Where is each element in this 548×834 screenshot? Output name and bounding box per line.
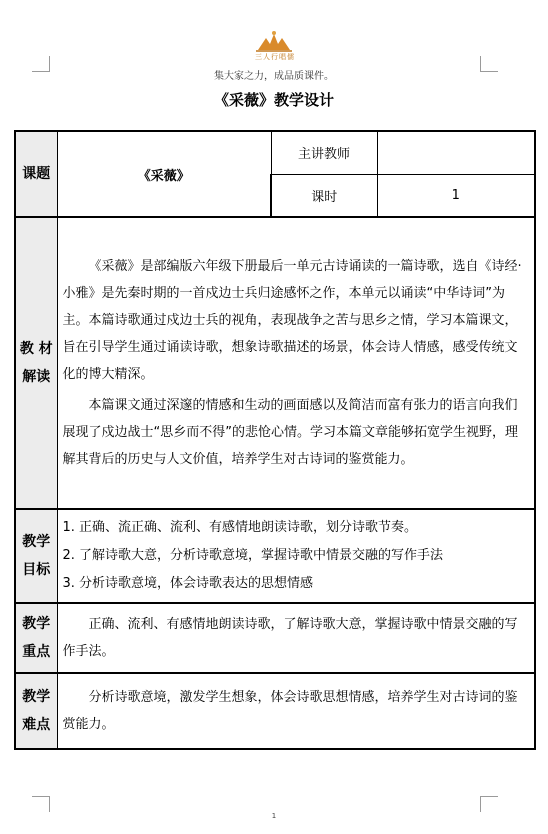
difficulty-text: 分析诗歌意境，激发学生想象，体会诗歌思想情感，培养学生对古诗词的鉴赏能力。 [62,690,518,732]
key-points [57,603,535,673]
key-points-label: 教学 重点 [15,603,57,673]
crop-mark-bottom-left [32,796,50,812]
teacher-label: 主讲教师 [271,131,377,174]
topic-value: 《采薇》 [57,131,271,217]
teaching-goals [57,509,535,603]
goal-item: 1. 正确、流正确、流利、有感情地朗读诗歌，划分诗歌节奏。 [62,520,418,535]
crop-mark-bottom-right [480,796,498,812]
goals-label: 教学 目标 [15,509,57,603]
header-slogan: 集大家之力，成品质课件。 [214,71,334,82]
key-points-text: 正确、流利、有感情地朗读诗歌，了解诗歌大意，掌握诗歌中情景交融的写作手法。 [62,617,518,659]
difficulty-label: 教学 难点 [15,673,57,749]
material-paragraph: 《采薇》是部编版六年级下册最后一单元古诗诵读的一篇诗歌，选自《诗经·小雅》是先秦时期的一首戍边士兵归途感怀之作，本单元以诵读“中华诗词”为主。本篇诗歌通过戍边士兵的视角，表现战争之苦与思乡之情，学习本篇课文，旨在引导学生通过诵读诗歌，想象诗歌描述的场景，体会诗人情感，感受传统文化的博大精深。 [62,259,522,382]
teacher-value [377,131,535,174]
period-label: 课时 [271,174,377,217]
page-number: 1 [271,812,277,820]
material-label: 教 材 解读 [15,217,57,509]
goal-item: 2. 了解诗歌大意，分析诗歌意境，掌握诗歌中情景交融的写作手法 [62,548,444,563]
material-paragraph: 本篇课文通过深邃的情感和生动的画面感以及简洁而富有张力的语言向我们展现了戍边战士“思乡而不得”的悲怆心情。学习本篇文章能够拓宽学生视野，理解其背后的历史与人文价值，培养学生对古诗词的鉴赏能力。 [62,398,518,467]
topic-label: 课题 [15,131,57,217]
lesson-plan-table [14,130,536,750]
material-analysis [57,217,535,509]
period-value: 1 [377,174,535,217]
logo-icon [254,30,294,52]
logo-text: 三人行唱儒 [255,53,295,61]
document-title: 《采薇》教学设计 [213,91,334,109]
difficulties [57,673,535,749]
goal-item: 3. 分析诗歌意境，体会诗歌表达的思想情感 [62,576,314,591]
